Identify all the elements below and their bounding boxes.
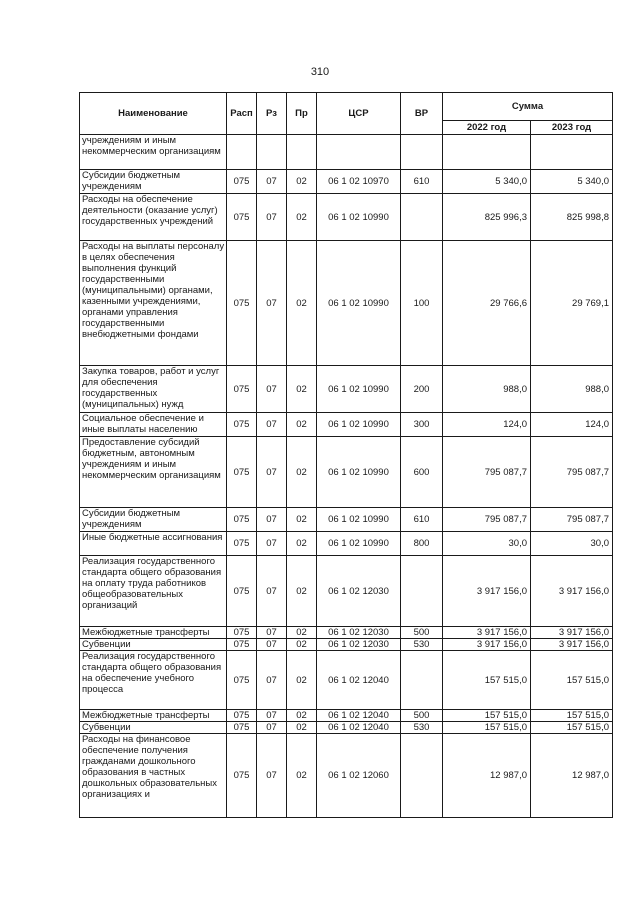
cell-pr: 02 xyxy=(287,556,317,627)
cell-sum-2023: 825 998,8 xyxy=(531,194,613,241)
cell-vr xyxy=(401,194,443,241)
cell-sum-2022 xyxy=(443,135,531,170)
cell-sum-2023: 5 340,0 xyxy=(531,170,613,194)
cell-csr: 06 1 02 10990 xyxy=(317,413,401,437)
cell-sum-2023: 795 087,7 xyxy=(531,508,613,532)
cell-rasp: 075 xyxy=(227,627,257,639)
cell-pr: 02 xyxy=(287,366,317,413)
cell-name: Предоставление субсидий бюджетным, автономным учреждениям и иным некоммерческим организациям xyxy=(80,437,227,508)
cell-sum-2022: 157 515,0 xyxy=(443,710,531,722)
cell-rasp: 075 xyxy=(227,170,257,194)
cell-csr: 06 1 02 10990 xyxy=(317,366,401,413)
cell-name: Расходы на обеспечение деятельности (оказание услуг) государственных учреждений xyxy=(80,194,227,241)
cell-vr: 200 xyxy=(401,366,443,413)
table-row xyxy=(80,734,613,818)
cell-csr: 06 1 02 12040 xyxy=(317,651,401,710)
cell-sum-2022: 157 515,0 xyxy=(443,651,531,710)
cell-vr: 610 xyxy=(401,170,443,194)
cell-rz: 07 xyxy=(257,556,287,627)
cell-pr: 02 xyxy=(287,194,317,241)
cell-rasp: 075 xyxy=(227,532,257,556)
cell-sum-2022: 124,0 xyxy=(443,413,531,437)
header-pr: Пр xyxy=(287,93,317,135)
cell-rasp: 075 xyxy=(227,710,257,722)
cell-vr: 500 xyxy=(401,627,443,639)
cell-csr: 06 1 02 10990 xyxy=(317,194,401,241)
header-year-2022: 2022 год xyxy=(443,121,531,135)
table-row xyxy=(80,556,613,627)
cell-rz xyxy=(257,135,287,170)
cell-sum-2023: 3 917 156,0 xyxy=(531,639,613,651)
cell-rz: 07 xyxy=(257,241,287,366)
cell-sum-2023: 3 917 156,0 xyxy=(531,627,613,639)
cell-sum-2022: 825 996,3 xyxy=(443,194,531,241)
cell-csr: 06 1 02 12040 xyxy=(317,722,401,734)
cell-pr: 02 xyxy=(287,651,317,710)
cell-csr: 06 1 02 12060 xyxy=(317,734,401,818)
cell-csr: 06 1 02 10990 xyxy=(317,437,401,508)
page-number: 310 xyxy=(310,66,330,78)
cell-pr xyxy=(287,135,317,170)
cell-vr: 530 xyxy=(401,639,443,651)
cell-rz: 07 xyxy=(257,710,287,722)
table-row xyxy=(80,135,613,170)
cell-rz: 07 xyxy=(257,627,287,639)
cell-sum-2023: 124,0 xyxy=(531,413,613,437)
cell-sum-2022: 30,0 xyxy=(443,532,531,556)
cell-pr: 02 xyxy=(287,532,317,556)
cell-vr: 530 xyxy=(401,722,443,734)
cell-vr xyxy=(401,734,443,818)
cell-sum-2022: 795 087,7 xyxy=(443,437,531,508)
cell-rz: 07 xyxy=(257,508,287,532)
cell-sum-2023: 795 087,7 xyxy=(531,437,613,508)
table-row xyxy=(80,241,613,366)
cell-vr: 500 xyxy=(401,710,443,722)
cell-sum-2023: 157 515,0 xyxy=(531,651,613,710)
cell-name: Субсидии бюджетным учреждениям xyxy=(80,508,227,532)
cell-name: Межбюджетные трансферты xyxy=(80,627,227,639)
cell-vr xyxy=(401,135,443,170)
cell-vr: 600 xyxy=(401,437,443,508)
table-row xyxy=(80,437,613,508)
cell-pr: 02 xyxy=(287,639,317,651)
cell-sum-2022: 5 340,0 xyxy=(443,170,531,194)
cell-csr: 06 1 02 12030 xyxy=(317,556,401,627)
table-row xyxy=(80,639,613,651)
header-sum: Сумма xyxy=(443,93,613,121)
cell-vr: 800 xyxy=(401,532,443,556)
cell-csr: 06 1 02 12030 xyxy=(317,627,401,639)
cell-pr: 02 xyxy=(287,241,317,366)
cell-rz: 07 xyxy=(257,722,287,734)
header-rasp: Расп xyxy=(227,93,257,135)
cell-name: Субвенции xyxy=(80,639,227,651)
cell-pr: 02 xyxy=(287,722,317,734)
cell-pr: 02 xyxy=(287,437,317,508)
cell-name: Расходы на выплаты персоналу в целях обеспечения выполнения функций государственными (муниципальными) органами, казенными учреждениями, органами управления государственными внебюджетными фондами xyxy=(80,241,227,366)
cell-rz: 07 xyxy=(257,639,287,651)
header-name: Наименование xyxy=(80,93,227,135)
header-rz: Рз xyxy=(257,93,287,135)
cell-rasp: 075 xyxy=(227,194,257,241)
cell-name: Субсидии бюджетным учреждениям xyxy=(80,170,227,194)
cell-csr: 06 1 02 10990 xyxy=(317,532,401,556)
cell-rz: 07 xyxy=(257,532,287,556)
table-body xyxy=(80,135,613,818)
cell-name: Закупка товаров, работ и услуг для обеспечения государственных (муниципальных) нужд xyxy=(80,366,227,413)
cell-sum-2023 xyxy=(531,135,613,170)
cell-sum-2022: 3 917 156,0 xyxy=(443,627,531,639)
cell-rasp: 075 xyxy=(227,651,257,710)
table-row xyxy=(80,366,613,413)
table-row xyxy=(80,508,613,532)
cell-rasp: 075 xyxy=(227,241,257,366)
cell-rasp: 075 xyxy=(227,639,257,651)
cell-name: Расходы на финансовое обеспечение получения гражданами дошкольного образования в частных дошкольных образовательных организациях и xyxy=(80,734,227,818)
cell-pr: 02 xyxy=(287,734,317,818)
cell-sum-2023: 157 515,0 xyxy=(531,722,613,734)
cell-pr: 02 xyxy=(287,413,317,437)
table-row xyxy=(80,170,613,194)
cell-rz: 07 xyxy=(257,651,287,710)
cell-rz: 07 xyxy=(257,413,287,437)
table-row xyxy=(80,651,613,710)
cell-vr xyxy=(401,556,443,627)
cell-rz: 07 xyxy=(257,366,287,413)
cell-rz: 07 xyxy=(257,437,287,508)
cell-csr: 06 1 02 10990 xyxy=(317,508,401,532)
cell-rz: 07 xyxy=(257,734,287,818)
cell-vr: 100 xyxy=(401,241,443,366)
table-row xyxy=(80,627,613,639)
cell-rasp: 075 xyxy=(227,366,257,413)
cell-sum-2022: 795 087,7 xyxy=(443,508,531,532)
cell-sum-2022: 157 515,0 xyxy=(443,722,531,734)
cell-name: Иные бюджетные ассигнования xyxy=(80,532,227,556)
cell-pr: 02 xyxy=(287,508,317,532)
cell-name: Реализация государственного стандарта общего образования на оплату труда работников общеобразовательных организаций xyxy=(80,556,227,627)
header-vr: ВР xyxy=(401,93,443,135)
cell-vr: 300 xyxy=(401,413,443,437)
cell-rasp xyxy=(227,135,257,170)
cell-csr: 06 1 02 12030 xyxy=(317,639,401,651)
header-year-2023: 2023 год xyxy=(531,121,613,135)
cell-csr: 06 1 02 10970 xyxy=(317,170,401,194)
cell-vr xyxy=(401,651,443,710)
header-csr: ЦСР xyxy=(317,93,401,135)
cell-pr: 02 xyxy=(287,710,317,722)
cell-sum-2023: 988,0 xyxy=(531,366,613,413)
cell-csr xyxy=(317,135,401,170)
cell-sum-2022: 29 766,6 xyxy=(443,241,531,366)
table-row xyxy=(80,710,613,722)
cell-name: Реализация государственного стандарта общего образования на обеспечение учебного процесса xyxy=(80,651,227,710)
cell-pr: 02 xyxy=(287,627,317,639)
cell-name: Социальное обеспечение и иные выплаты населению xyxy=(80,413,227,437)
cell-csr: 06 1 02 10990 xyxy=(317,241,401,366)
cell-rasp: 075 xyxy=(227,508,257,532)
table-row xyxy=(80,413,613,437)
cell-sum-2023: 30,0 xyxy=(531,532,613,556)
cell-csr: 06 1 02 12040 xyxy=(317,710,401,722)
budget-table xyxy=(79,92,613,818)
cell-name: учреждениям и иным некоммерческим организациям xyxy=(80,135,227,170)
cell-rasp: 075 xyxy=(227,734,257,818)
cell-rz: 07 xyxy=(257,194,287,241)
cell-sum-2023: 29 769,1 xyxy=(531,241,613,366)
table-row xyxy=(80,722,613,734)
cell-sum-2023: 157 515,0 xyxy=(531,710,613,722)
cell-sum-2022: 12 987,0 xyxy=(443,734,531,818)
cell-vr: 610 xyxy=(401,508,443,532)
cell-sum-2023: 12 987,0 xyxy=(531,734,613,818)
cell-rz: 07 xyxy=(257,170,287,194)
cell-sum-2022: 988,0 xyxy=(443,366,531,413)
cell-rasp: 075 xyxy=(227,413,257,437)
cell-sum-2022: 3 917 156,0 xyxy=(443,639,531,651)
cell-rasp: 075 xyxy=(227,556,257,627)
cell-rasp: 075 xyxy=(227,722,257,734)
table-row xyxy=(80,194,613,241)
cell-rasp: 075 xyxy=(227,437,257,508)
cell-pr: 02 xyxy=(287,170,317,194)
cell-name: Субвенции xyxy=(80,722,227,734)
cell-sum-2022: 3 917 156,0 xyxy=(443,556,531,627)
cell-name: Межбюджетные трансферты xyxy=(80,710,227,722)
cell-sum-2023: 3 917 156,0 xyxy=(531,556,613,627)
table-row xyxy=(80,532,613,556)
